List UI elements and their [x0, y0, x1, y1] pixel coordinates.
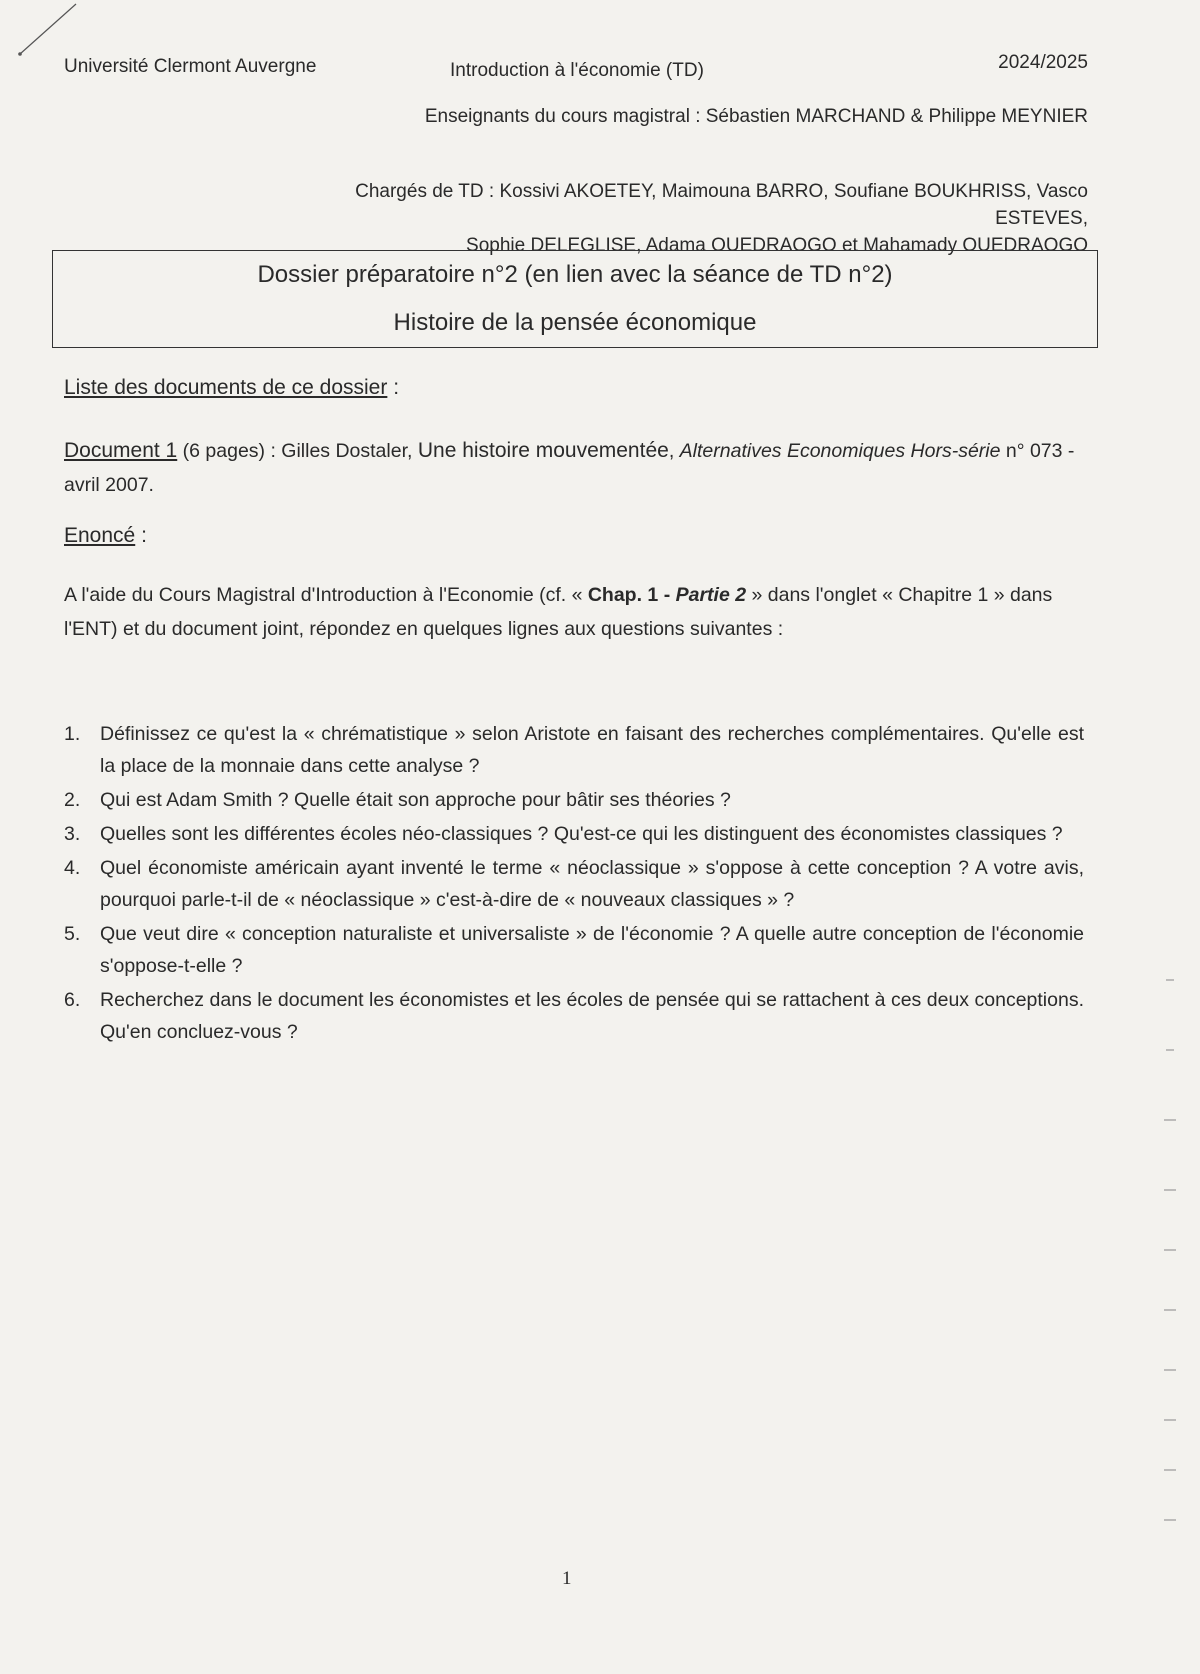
page-number: 1 — [562, 1568, 572, 1589]
intro-chapter: Chap. 1 - — [587, 584, 676, 606]
question-item — [64, 784, 1084, 816]
academic-year: 2024/2025 — [998, 52, 1088, 73]
document-title: Une histoire mouvementée — [417, 439, 669, 462]
enonce-intro — [64, 578, 1084, 646]
question-number: 4. — [64, 857, 81, 879]
intro-part-a: A l'aide du Cours Magistral d'Introduction à l'Economie (cf. « — [64, 584, 588, 606]
document-source: Alternatives Economiques Hors-série — [679, 440, 1001, 462]
question-list — [64, 718, 1084, 1050]
dossier-subtitle: Histoire de la pensée économique — [393, 309, 757, 336]
question-number: 6. — [64, 989, 81, 1011]
question-number: 5. — [64, 923, 81, 945]
question-text: Définissez ce qu'est la « chrématistique » selon Aristote en faisant des recherches complémentaires. Qu'elle est la place de la monnaie dans cette analyse ? — [100, 723, 1084, 777]
documents-heading — [64, 376, 399, 400]
course-name: Introduction à l'économie (TD) — [450, 60, 704, 81]
enonce-heading-text: Enoncé — [64, 524, 136, 547]
question-text: Que veut dire « conception naturaliste et universaliste » de l'économie ? A quelle autre conception de l'économie s'oppose-t-elle ? — [100, 923, 1084, 977]
question-item — [64, 852, 1084, 916]
document-issue: n° 073 - avril 2007. — [64, 440, 1075, 496]
title-box — [52, 250, 1098, 348]
document-entry — [64, 434, 1084, 502]
enonce-heading — [64, 524, 147, 548]
documents-heading-suffix: : — [387, 376, 400, 399]
td-instructors-line1: Chargés de TD : Kossivi AKOETEY, Maimouna BARRO, Soufiane BOUKHRISS, Vasco ESTEVES, — [355, 181, 1088, 229]
intro-part-b: » dans l'onglet « Chapitre 1 » dans l'ENT) et du document joint, répondez en quelques lignes aux questions suivantes : — [64, 584, 1053, 640]
question-number: 3. — [64, 823, 81, 845]
margin-tick-marks — [1158, 960, 1182, 1540]
document-sep: , — [668, 440, 680, 462]
question-text: Qui est Adam Smith ? Quelle était son approche pour bâtir ses théories ? — [100, 789, 731, 811]
document-label: Document 1 — [64, 439, 178, 462]
university-name: Université Clermont Auvergne — [64, 56, 317, 77]
td-instructors-line2: Sophie DELEGLISE, Adama OUEDRAOGO et Mahamady OUEDRAOGO — [466, 235, 1088, 256]
question-item — [64, 818, 1084, 850]
question-text: Recherchez dans le document les économistes et les écoles de pensée qui se rattachent à ces deux conceptions. Qu'en concluez-vous ? — [100, 989, 1084, 1043]
document-pages: (6 pages) : Gilles Dostaler, — [177, 440, 418, 462]
lecturers-line: Enseignants du cours magistral : Sébastien MARCHAND & Philippe MEYNIER — [424, 106, 1088, 127]
question-item — [64, 984, 1084, 1048]
enonce-heading-suffix: : — [135, 524, 147, 547]
question-number: 1. — [64, 723, 81, 745]
pen-stroke-mark — [14, 0, 84, 60]
documents-heading-text: Liste des documents de ce dossier — [64, 376, 388, 399]
dossier-title: Dossier préparatoire n°2 (en lien avec la séance de TD n°2) — [257, 261, 893, 288]
question-text: Quel économiste américain ayant inventé le terme « néoclassique » s'oppose à cette conception ? A votre avis, pourquoi parle-t-il de « néoclassique » c'est-à-dire de « nouveaux classiques » ? — [100, 857, 1084, 911]
question-number: 2. — [64, 789, 81, 811]
intro-part: Partie 2 — [675, 584, 747, 606]
td-instructors — [268, 178, 1088, 259]
question-item — [64, 718, 1084, 782]
question-text: Quelles sont les différentes écoles néo-classiques ? Qu'est-ce qui les distinguent des économistes classiques ? — [100, 823, 1063, 845]
question-item — [64, 918, 1084, 982]
